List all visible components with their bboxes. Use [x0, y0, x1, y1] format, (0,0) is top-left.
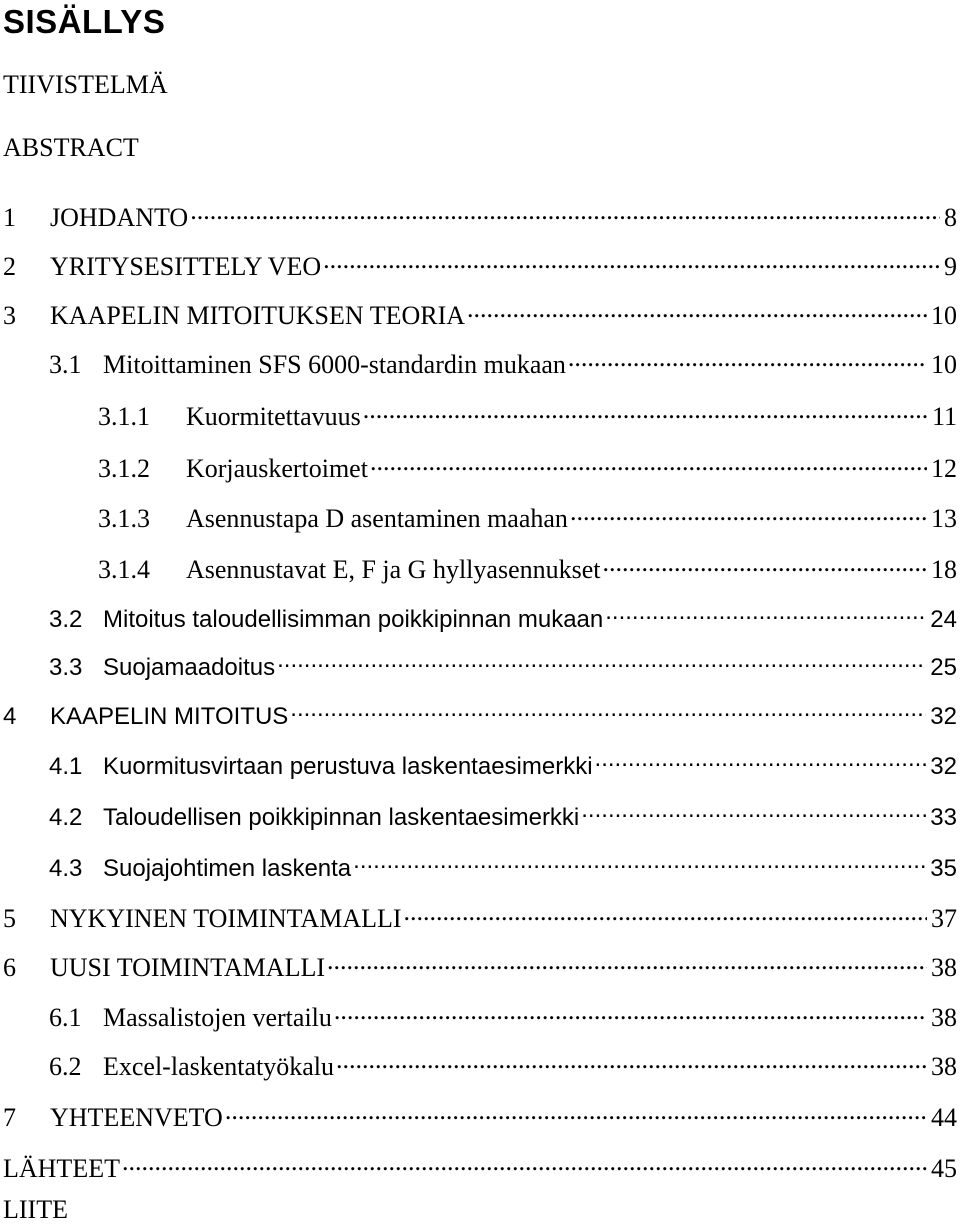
toc-entry[interactable] [98, 395, 957, 432]
toc-entry-number: 4.1 [49, 753, 83, 780]
toc-entry[interactable] [98, 447, 957, 484]
toc-entry-number: 3.2 [49, 606, 83, 633]
toc-entry-text: YRITYSESITTELY VEO [50, 252, 322, 281]
toc-leader-dots [334, 996, 927, 1026]
toc-entry[interactable] [3, 245, 957, 282]
toc-entry[interactable] [3, 1096, 957, 1133]
toc-entry-number: 5 [3, 904, 16, 933]
toc-entry-references[interactable] [3, 1147, 957, 1184]
toc-entry-text: Kuormitusvirtaan perustuva laskentaesimerkki [103, 753, 593, 780]
toc-entry-page: 45 [931, 1154, 957, 1183]
toc-entry-text: Kuormitettavuus [186, 402, 361, 431]
toc-entry[interactable] [98, 497, 957, 534]
toc-entry[interactable] [3, 897, 957, 934]
toc-entry[interactable] [49, 1045, 957, 1082]
toc-entry-number: 1 [3, 203, 16, 232]
toc-entry[interactable] [3, 196, 957, 233]
toc-entry[interactable] [98, 548, 957, 585]
toc-entry-page: 12 [931, 454, 957, 483]
toc-leader-dots [122, 1147, 927, 1177]
toc-entry-number: 7 [3, 1103, 16, 1132]
toc-entry-number: 3.1.1 [98, 402, 150, 431]
toc-entry-text: Suojamaadoitus [103, 654, 276, 681]
toc-entry-number: 4.3 [49, 855, 83, 882]
toc-entry-text: Korjauskertoimet [186, 454, 368, 483]
toc-entry-number: 4 [3, 703, 17, 730]
toc-entry-page: 38 [931, 1052, 957, 1081]
toc-leader-dots [467, 294, 927, 324]
page-title: SISÄLLYS [3, 3, 166, 40]
toc-entry-number: 6 [3, 953, 16, 982]
toc-leader-dots [190, 196, 940, 226]
toc-entry-page: 10 [931, 301, 957, 330]
toc-entry-number: 6.2 [49, 1052, 82, 1081]
toc-entry-page: 24 [930, 606, 957, 633]
toc-leader-dots [323, 245, 940, 275]
toc-entry[interactable] [3, 294, 957, 331]
toc-leader-dots [353, 846, 926, 876]
toc-entry-text: KAAPELIN MITOITUKSEN TEORIA [50, 301, 466, 330]
toc-entry-page: 10 [931, 350, 957, 379]
toc-entry-text: Suojajohtimen laskenta [103, 855, 352, 882]
toc-entry-page: 8 [944, 203, 957, 232]
toc-entry[interactable] [49, 597, 957, 635]
toc-entry-text: KAAPELIN MITOITUS [50, 703, 289, 730]
toc-entry-text: Massalistojen vertailu [103, 1003, 332, 1032]
toc-leader-dots [570, 497, 927, 527]
toc-entry-text: Excel-laskentatyökalu [103, 1052, 335, 1081]
toc-leader-dots [277, 645, 926, 675]
toc-leader-dots [225, 1096, 927, 1126]
toc-front-matter-abstract-en: ABSTRACT [3, 133, 139, 162]
toc-entry-page: 25 [930, 654, 957, 681]
toc-entry-page: 35 [930, 855, 957, 882]
toc-entry-text: Mitoittaminen SFS 6000-standardin mukaan [103, 350, 566, 379]
toc-entry-text: YHTEENVETO [50, 1103, 223, 1132]
toc-entry-number: 3 [3, 301, 16, 330]
toc-entry[interactable] [3, 946, 957, 983]
toc-entry-page: 9 [944, 252, 957, 281]
toc-entry-number: 4.2 [49, 804, 83, 831]
toc-leader-dots [581, 795, 926, 825]
toc-leader-dots [327, 946, 927, 976]
toc-entry-page: 13 [931, 504, 957, 533]
toc-entry-text: LÄHTEET [3, 1154, 120, 1183]
toc-entry-page: 44 [931, 1103, 957, 1132]
toc-front-matter-abstract-fi: TIIVISTELMÄ [3, 70, 168, 99]
toc-entry-page: 37 [931, 904, 957, 933]
toc-entry-text: Asennustavat E, F ja G hyllyasennukset [186, 555, 601, 584]
toc-entry-page: 11 [931, 402, 957, 431]
toc-entry-text: Taloudellisen poikkipinnan laskentaesimerkki [103, 804, 580, 831]
toc-leader-dots [363, 395, 928, 425]
toc-leader-dots [605, 597, 926, 627]
toc-entry-number: 3.3 [49, 654, 83, 681]
toc-entry-page: 32 [930, 703, 957, 730]
toc-entry-number: 3.1.2 [98, 454, 150, 483]
toc-entry-page: 38 [931, 1003, 957, 1032]
toc-entry-text: UUSI TOIMINTAMALLI [50, 953, 325, 982]
toc-entry-text: Mitoitus taloudellisimman poikkipinnan mukaan [103, 606, 604, 633]
toc-entry-text: Asennustapa D asentaminen maahan [186, 504, 568, 533]
toc-leader-dots [336, 1045, 927, 1075]
toc-entry-page: 32 [930, 753, 957, 780]
toc-leader-dots [290, 694, 926, 724]
toc-leader-dots [603, 548, 928, 578]
toc-entry[interactable] [49, 795, 957, 833]
toc-entry-number: 3.1.4 [98, 555, 150, 584]
toc-entry[interactable] [49, 744, 957, 782]
toc-leader-dots [370, 447, 927, 477]
toc-leader-dots [595, 744, 927, 774]
toc-entry-number: 3.1 [49, 350, 82, 379]
toc-entry-page: 38 [931, 953, 957, 982]
toc-appendix: LIITE [3, 1195, 68, 1224]
toc-entry[interactable] [49, 996, 957, 1033]
toc-entry-page: 33 [930, 804, 957, 831]
toc-entry[interactable] [49, 343, 957, 380]
toc-entry[interactable] [49, 645, 957, 683]
toc-leader-dots [404, 897, 927, 927]
toc-entry[interactable] [49, 846, 957, 884]
toc-entry[interactable] [3, 694, 957, 732]
toc-entry-page: 18 [931, 555, 957, 584]
toc-entry-text: NYKYINEN TOIMINTAMALLI [50, 904, 402, 933]
toc-entry-number: 2 [3, 252, 16, 281]
toc-entry-number: 3.1.3 [98, 504, 150, 533]
toc-leader-dots [568, 343, 927, 373]
toc-entry-number: 6.1 [49, 1003, 82, 1032]
toc-entry-text: JOHDANTO [50, 203, 189, 232]
